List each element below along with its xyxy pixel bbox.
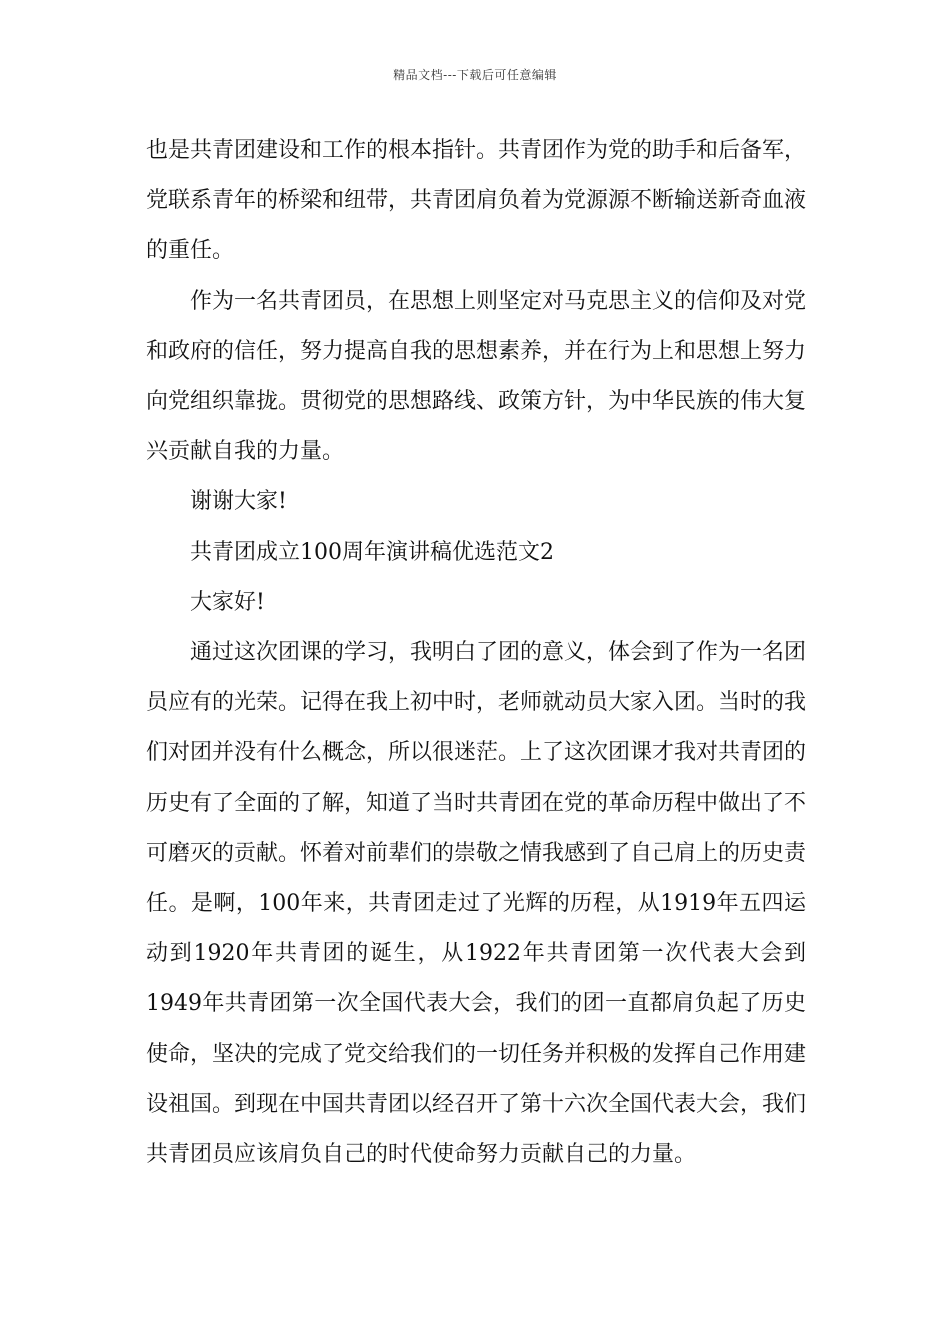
paragraph-greeting: 大家好! [190,589,265,615]
paragraph-thanks: 谢谢大家! [190,489,287,515]
section-title: 共青团成立100周年演讲稿优选范文2 [190,539,554,565]
paragraph-1: 也是共青团建设和工作的根本指针。共青团作为党的助手和后备军，党联系青年的桥梁和纽带，共青团肩负着为党源源不断输送新奇血液的重任。 [146,138,807,264]
page-header: 精品文档---下载后可任意编辑 [393,68,557,82]
paragraph-main: 通过这次团课的学习，我明白了团的意义，体会到了作为一名团员应有的光荣。记得在我上初中时，老师就动员大家入团。当时的我们对团并没有什么概念，所以很迷茫。上了这次团课才我对共青团的历史有了全面的了解，知道了当时共青团在党的革命历程中做出了不可磨灭的贡献。怀着对前辈们的崇敬之情我感到了自己肩上的历史责任。是啊，100年来，共青团走过了光辉的历程，从1919年五四运动到1920年共青团的诞生，从1922年共青团第一次代表大会到1949年共青团第一次全国代表大会，我们的团一直都肩负起了历史使命，坚决的完成了党交给我们的一切任务并积极的发挥自己作用建设祖国。到现在中国共青团以经召开了第十六次全国代表大会，我们共青团员应该肩负自己的时代使命努力贡献自己的力量。 [146,640,807,1168]
paragraph-2: 作为一名共青团员，在思想上则坚定对马克思主义的信仰及对党和政府的信任，努力提高自我的思想素养，并在行为上和思想上努力向党组织靠拢。贯彻党的思想路线、政策方针，为中华民族的伟大复兴贡献自我的力量。 [146,288,807,465]
document-body [146,126,806,1180]
